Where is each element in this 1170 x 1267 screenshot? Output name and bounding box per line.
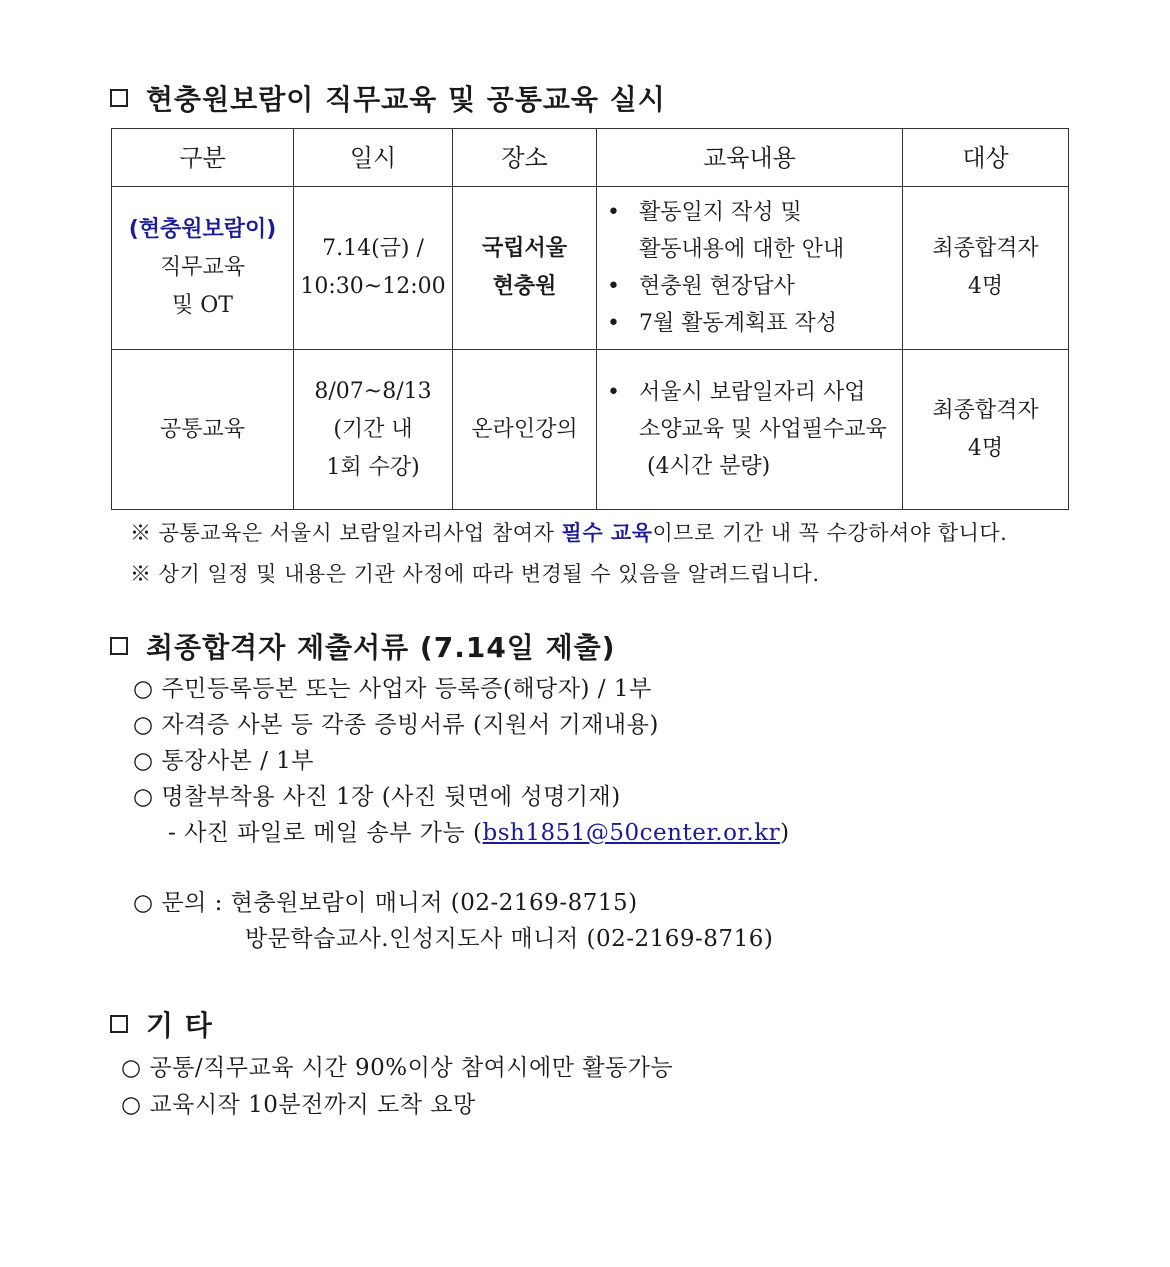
- section3-title: [110, 1004, 213, 1044]
- document-item: ○ 자격증 사본 등 각종 증빙서류 (지원서 기재내용): [133, 712, 659, 738]
- bullet-icon: •: [607, 200, 620, 225]
- document-item: ○ 통장사본 / 1부: [133, 748, 314, 774]
- row2-datetime: [294, 350, 453, 510]
- row1-datetime: [294, 187, 453, 350]
- target-line1: 최종합격자: [932, 397, 1039, 423]
- checkbox-square-icon: [110, 1015, 128, 1033]
- category-line2: 직무교육: [159, 255, 245, 280]
- datetime-line2: 10:30~12:00: [300, 274, 446, 299]
- document-item: ○ 명찰부착용 사진 1장 (사진 뒷면에 성명기재): [133, 784, 621, 810]
- note-required-education: [130, 517, 1007, 547]
- section2-title-text: 최종합격자 제출서류 (7.14일 제출): [146, 631, 616, 664]
- email-link[interactable]: bsh1851@50center.or.kr: [482, 820, 781, 846]
- header-category: 구분: [112, 129, 294, 187]
- header-datetime: 일시: [294, 129, 453, 187]
- content-text: 소양교육 및 사업필수교육: [639, 417, 887, 442]
- header-place: 장소: [453, 129, 597, 187]
- checkbox-square-icon: [110, 637, 128, 655]
- category-line3: 및 OT: [172, 293, 233, 318]
- target-line2: 4명: [967, 435, 1004, 461]
- note1-suffix: 이므로 기간 내 꼭 수강하셔야 합니다.: [652, 521, 1008, 545]
- content-list: [597, 374, 902, 485]
- place-line1: 국립서울: [481, 236, 567, 261]
- bullet-icon: •: [607, 274, 620, 299]
- row1-place: [453, 187, 597, 350]
- note1-prefix: ※ 공통교육은 서울시 보람일자리사업 참여자: [130, 521, 562, 545]
- list-item: [607, 305, 902, 342]
- email-note: [168, 814, 790, 847]
- content-list: [597, 194, 902, 342]
- other-item: ○ 교육시작 10분전까지 도착 요망: [121, 1092, 476, 1118]
- section2-title: [110, 626, 616, 666]
- datetime-line2: (기간 내: [333, 416, 413, 442]
- note-schedule-change: ※ 상기 일정 및 내용은 기관 사정에 따라 변경될 수 있음을 알려드립니다.: [130, 562, 820, 586]
- content-text: 7월 활동계획표 작성: [639, 311, 837, 336]
- content-text: 활동내용에 대한 안내: [639, 237, 845, 262]
- table-row: [112, 350, 1069, 510]
- table-header-row: [112, 129, 1069, 187]
- target-line1: 최종합격자: [932, 236, 1039, 261]
- section1-title-text: 현충원보람이 직무교육 및 공통교육 실시: [146, 83, 666, 116]
- section1-title: [110, 78, 666, 118]
- email-prefix: - 사진 파일로 메일 송부 가능 (: [168, 820, 483, 846]
- content-text: 활동일지 작성 및: [639, 200, 802, 225]
- contact-line2: 방문학습교사.인성지도사 매니저 (02-2169-8716): [245, 926, 774, 952]
- contact-line1: ○ 문의 : 현충원보람이 매니저 (02-2169-8715): [133, 890, 638, 916]
- row2-content: [597, 350, 903, 510]
- place-line2: 현충원: [492, 274, 557, 299]
- row2-target: [903, 350, 1069, 510]
- table-row: [112, 187, 1069, 350]
- datetime-line1: 8/07~8/13: [314, 378, 432, 404]
- bullet-icon: •: [607, 311, 620, 336]
- list-item: [607, 194, 902, 268]
- datetime-line1: 7.14(금) /: [322, 236, 424, 261]
- document-item: ○ 주민등록등본 또는 사업자 등록증(해당자) / 1부: [133, 676, 652, 702]
- content-text: 서울시 보람일자리 사업: [639, 380, 866, 405]
- other-item: ○ 공통/직무교육 시간 90%이상 참여시에만 활동가능: [121, 1055, 674, 1081]
- content-text: (4시간 분량): [647, 454, 771, 479]
- schedule-table: [111, 128, 1069, 510]
- section3-title-text: 기 타: [146, 1009, 213, 1042]
- row1-target: [903, 187, 1069, 350]
- email-suffix: ): [780, 820, 790, 846]
- checkbox-square-icon: [110, 89, 128, 107]
- header-content: 교육내용: [597, 129, 903, 187]
- datetime-line3: 1회 수강): [326, 454, 420, 480]
- target-line2: 4명: [967, 274, 1004, 299]
- list-item: [607, 268, 902, 305]
- row2-category: 공통교육: [112, 350, 294, 510]
- list-item: [607, 374, 902, 485]
- header-target: 대상: [903, 129, 1069, 187]
- content-text: 현충원 현장답사: [639, 274, 795, 299]
- bullet-icon: •: [607, 380, 620, 405]
- note1-highlight: 필수 교육: [561, 521, 653, 545]
- row2-place: 온라인강의: [453, 350, 597, 510]
- row1-category: [112, 187, 294, 350]
- row1-content: [597, 187, 903, 350]
- category-highlight: (현충원보람이): [128, 217, 277, 242]
